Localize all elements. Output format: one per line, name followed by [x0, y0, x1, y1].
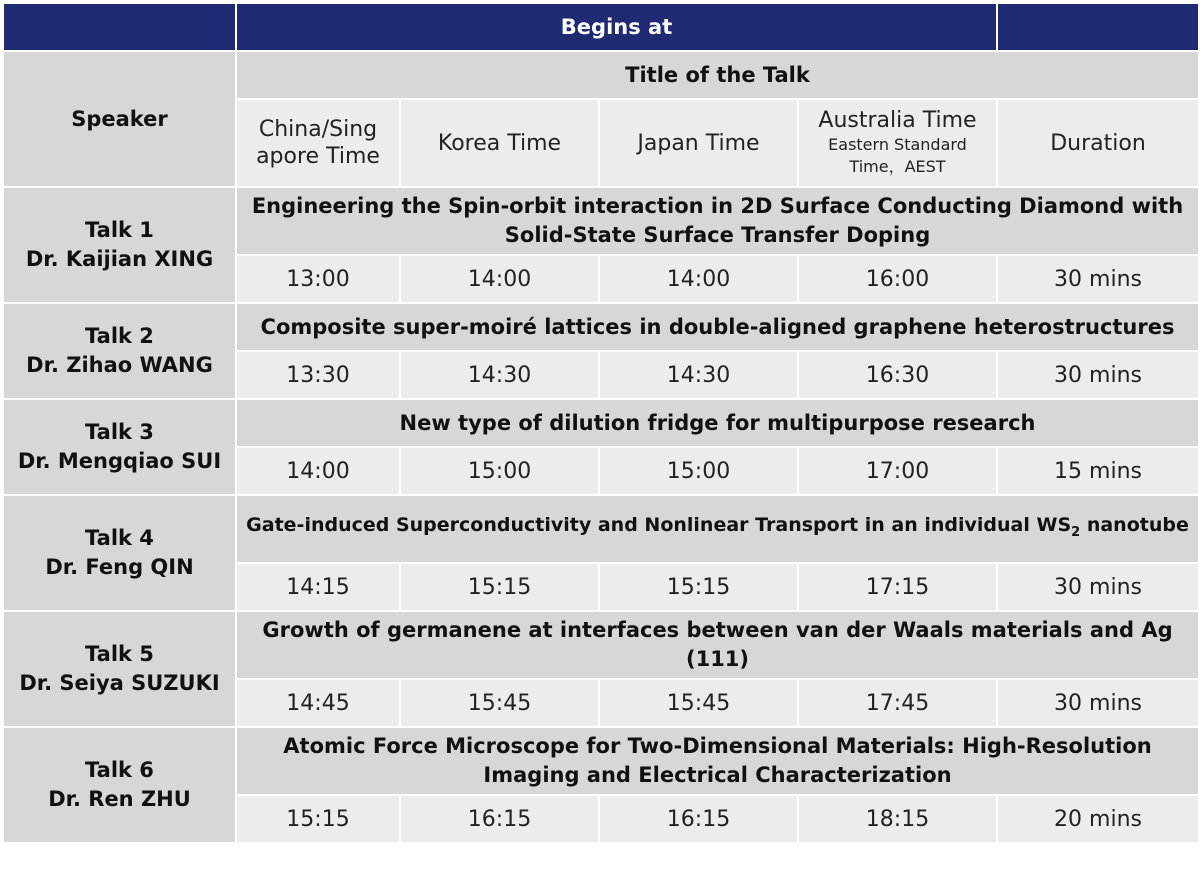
- talk-title-row: [3, 611, 1199, 679]
- talk-label: Talk 4: [85, 526, 154, 550]
- header-band: [3, 3, 1199, 51]
- australia-time: 18:15: [798, 795, 997, 843]
- australia-time-header: [798, 99, 997, 187]
- speaker-name: Dr. Ren ZHU: [48, 787, 191, 811]
- speaker-name: Dr. Mengqiao SUI: [17, 449, 222, 473]
- australia-time-header-sub2: Time，AEST: [849, 157, 946, 176]
- korea-time: 15:45: [400, 679, 599, 727]
- korea-time: 14:00: [400, 255, 599, 303]
- china-time-header-line1: China/Sing: [258, 117, 378, 142]
- talk-title: Growth of germanene at interfaces between van der Waals materials and Ag (111): [236, 611, 1199, 679]
- australia-time: 17:00: [798, 447, 997, 495]
- talk-label: Talk 2: [85, 324, 154, 348]
- china-time: 14:45: [236, 679, 400, 727]
- talk-speaker-cell: [3, 303, 236, 399]
- australia-time: 17:45: [798, 679, 997, 727]
- talk-speaker-cell: [3, 611, 236, 727]
- talk-title-subscript: 2: [1071, 525, 1081, 540]
- speaker-name: Dr. Feng QIN: [45, 555, 194, 579]
- duration: 30 mins: [997, 351, 1199, 399]
- japan-time: 15:00: [599, 447, 798, 495]
- talk-title-row: [3, 727, 1199, 795]
- duration: 30 mins: [997, 679, 1199, 727]
- talk-label: Talk 3: [85, 420, 154, 444]
- korea-time: 14:30: [400, 351, 599, 399]
- korea-time: 16:15: [400, 795, 599, 843]
- schedule-table: [2, 2, 1200, 844]
- duration: 30 mins: [997, 563, 1199, 611]
- talk-title-row: [3, 303, 1199, 351]
- header-band-empty-right: [997, 3, 1199, 51]
- talk-label: Talk 5: [85, 642, 154, 666]
- begins-at-header: Begins at: [236, 3, 997, 51]
- talk-speaker-cell: [3, 495, 236, 611]
- china-time: 14:00: [236, 447, 400, 495]
- australia-time: 17:15: [798, 563, 997, 611]
- china-time: 15:15: [236, 795, 400, 843]
- china-time-header-line2: apore Time: [256, 144, 380, 169]
- japan-time: 14:30: [599, 351, 798, 399]
- china-time: 13:30: [236, 351, 400, 399]
- korea-time-header: Korea Time: [400, 99, 599, 187]
- talk-title: Engineering the Spin-orbit interaction in 2D Surface Conducting Diamond with Solid-State Surface Transfer Doping: [236, 187, 1199, 255]
- korea-time: 15:00: [400, 447, 599, 495]
- korea-time: 15:15: [400, 563, 599, 611]
- talk-title-main: Gate-induced Superconductivity and Nonlinear Transport in an individual WS: [246, 514, 1072, 536]
- australia-time-header-main: Australia Time: [818, 108, 977, 133]
- duration: 15 mins: [997, 447, 1199, 495]
- china-time: 13:00: [236, 255, 400, 303]
- japan-time: 16:15: [599, 795, 798, 843]
- speaker-name: Dr. Zihao WANG: [26, 353, 213, 377]
- talk-speaker-cell: [3, 399, 236, 495]
- talk-title-end: nanotube: [1080, 514, 1189, 536]
- talk-speaker-cell: [3, 727, 236, 843]
- title-header-row: [3, 51, 1199, 99]
- talk-title: Atomic Force Microscope for Two-Dimensional Materials: High-Resolution Imaging and Electrical Characterization: [236, 727, 1199, 795]
- speaker-name: Dr. Kaijian XING: [25, 247, 214, 271]
- talk-label: Talk 1: [85, 218, 154, 242]
- talk-title: [236, 495, 1199, 563]
- australia-time: 16:00: [798, 255, 997, 303]
- china-time-header: [236, 99, 400, 187]
- talk-title-row: [3, 399, 1199, 447]
- australia-time-header-sub1: Eastern Standard: [828, 135, 967, 154]
- talk-speaker-cell: [3, 187, 236, 303]
- japan-time: 15:15: [599, 563, 798, 611]
- talk-title: New type of dilution fridge for multipurpose research: [236, 399, 1199, 447]
- duration-header: Duration: [997, 99, 1199, 187]
- talk-title-row: [3, 187, 1199, 255]
- speaker-name: Dr. Seiya SUZUKI: [19, 671, 220, 695]
- japan-time: 14:00: [599, 255, 798, 303]
- japan-time-header: Japan Time: [599, 99, 798, 187]
- speaker-header: Speaker: [3, 51, 236, 187]
- title-of-talk-header: Title of the Talk: [236, 51, 1199, 99]
- duration: 30 mins: [997, 255, 1199, 303]
- header-band-empty: [3, 3, 236, 51]
- duration: 20 mins: [997, 795, 1199, 843]
- talk-title: Composite super-moiré lattices in double-aligned graphene heterostructures: [236, 303, 1199, 351]
- talk-label: Talk 6: [85, 758, 154, 782]
- china-time: 14:15: [236, 563, 400, 611]
- talk-title-row: [3, 495, 1199, 563]
- australia-time: 16:30: [798, 351, 997, 399]
- japan-time: 15:45: [599, 679, 798, 727]
